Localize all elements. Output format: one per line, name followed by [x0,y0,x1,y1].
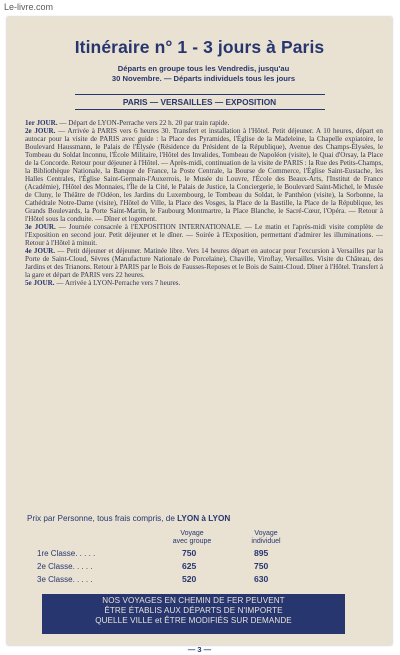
day-text: — Arrivée à PARIS vers 6 heures 30. Transfert et installation à l'Hôtel. Petit déjeuner. A 10 heures, départ en autocar pour la visite de PARIS avec guide : la Place des Pyramides, l'Église de la Madeleine, la Chapelle expiatoire, le Boulevard Haussmann, le Palais de l'Élysée (Résidence du Président de la République), Avenue des Champs-Élysées, le Tombeau du Soldat Inconnu, l'École Militaire, l'Hôtel des Invalides, Tombeau de Napoléon (visite), le Quai d'Orsay, la Place de la Concorde. Retour pour déjeuner à l'Hôtel. — Après-midi, continuation de la visite de PARIS : la Rue des Petits-Champs, la Bibliothèque Nationale, la Banque de France, la Poste Centrale, la Bourse de Commerce, l'Église Saint-Eustache, les Halles Centrales, l'Église Saint-Germain-l'Auxerrois, le Musée du Louvre, l'École des Beaux-Arts, l'Institut de France (Académie), l'Hôtel des Monnaies, l'Île de la Cité, le Palais de Justice, la Conciergerie, le Boulevard Saint-Michel, le Musée de Cluny, le Théâtre de l'Odéon, les Jardins du Luxembourg, le Tombeau du Soldat, le Panthéon (visite), la Sorbonne, la Cathédrale Notre-Dame (visite), l'Hôtel de Ville, la Place des Vosges, la Place de la Bastille, la Place de la République, les Grands Boulevards, la Porte Saint-Martin, le Faubourg Montmartre, la Place Blanche, le Sacré-Cœur, l'Opéra. — Retour à l'Hôtel sous la conduite. — Dîner et logement. [25,127,384,223]
banner-bottom-rule [75,109,325,110]
price-group: 750 [182,548,197,558]
price-row-class: 2e Classe. . . . . [37,562,93,571]
day-label: 2e JOUR. [25,127,56,136]
price-heading-prefix: Prix par Personne, tous frais compris, de [27,514,178,523]
col-indiv-line-1: Voyage [254,530,278,537]
col-group-header [155,530,229,545]
day-entry [25,224,383,248]
day-text: — Journée consacrée à l'EXPOSITION INTERNATIONALE. — Le matin et l'après-midi visite complète de l'Exposition en second jour. Petit déjeuner et le dîner. — Soirée à l'Exposition, permettant d'admirer les illuminations. — Retour à l'Hôtel à minuit. [25,222,384,247]
col-indiv-line-2: individuel [251,537,281,545]
notice-line-1: NOS VOYAGES EN CHEMIN DE FER PEUVENT [102,596,285,605]
day-label: 5e JOUR. [25,279,55,288]
day-text: — Départ de LYON-Perrache vers 22 h. 20 par train rapide. [59,119,230,127]
col-individual-header [229,530,303,545]
brochure-page [7,17,392,645]
price-individual: 895 [254,548,269,558]
page-title: Itinéraire n° 1 - 3 jours à Paris [74,37,325,57]
col-group-line-2: avec groupe [172,537,212,545]
day-entry [25,248,383,280]
banner-top-rule [75,94,325,95]
price-individual: 750 [254,561,269,571]
route-banner: PARIS — VERSAILLES — EXPOSITION [122,97,277,107]
subtitle-line-1: Départs en groupe tous les Vendredis, jusqu'au [117,64,290,73]
notice-line-2: ÊTRE ÉTABLIS AUX DÉPARTS DE N'IMPORTE [104,606,283,615]
day-entry [25,128,383,223]
day-entry [25,280,383,288]
day-label: 1er JOUR. [25,119,58,127]
col-group-line-1: Voyage [180,530,204,537]
price-row-class: 3e Classe. . . . . [37,575,93,584]
price-group: 520 [182,574,197,584]
watermark-text: Le-livre.com [4,2,54,12]
page-number: — 3 — [187,645,212,654]
price-individual: 630 [254,574,269,584]
day-label: 3e JOUR. [25,222,56,231]
price-row-class: 1re Classe. . . . . [37,549,96,558]
itinerary-body [25,120,383,289]
day-label: 4e JOUR. [25,247,56,256]
price-heading [27,514,230,523]
price-heading-route: LYON à LYON [177,514,231,523]
subtitle-line-2: 30 Novembre. — Départs individuels tous les jours [111,74,296,83]
notice-line-3: QUELLE VILLE et ÊTRE MODIFIÉS SUR DEMANDE [95,616,292,625]
rail-notice-box [42,594,345,634]
price-group: 625 [182,561,197,571]
day-text: — Petit déjeuner et déjeuner. Matinée libre. Vers 14 heures départ en autocar pour l'excursion à Versailles par la Porte de Saint-Cloud, Sèvres (Manufacture Nationale de Porcelaine), Chaville, Viroflay, Versailles. Visite du Château, des Jardins et des Trianons. Retour à PARIS par le Bois de Fausses-Reposes et le Bois de Saint-Cloud. Dîner à l'Hôtel. Transfert à la gare et départ de PARIS vers 22 heures. [25,247,383,279]
day-text: — Arrivée à LYON-Perrache vers 7 heures. [56,279,181,288]
